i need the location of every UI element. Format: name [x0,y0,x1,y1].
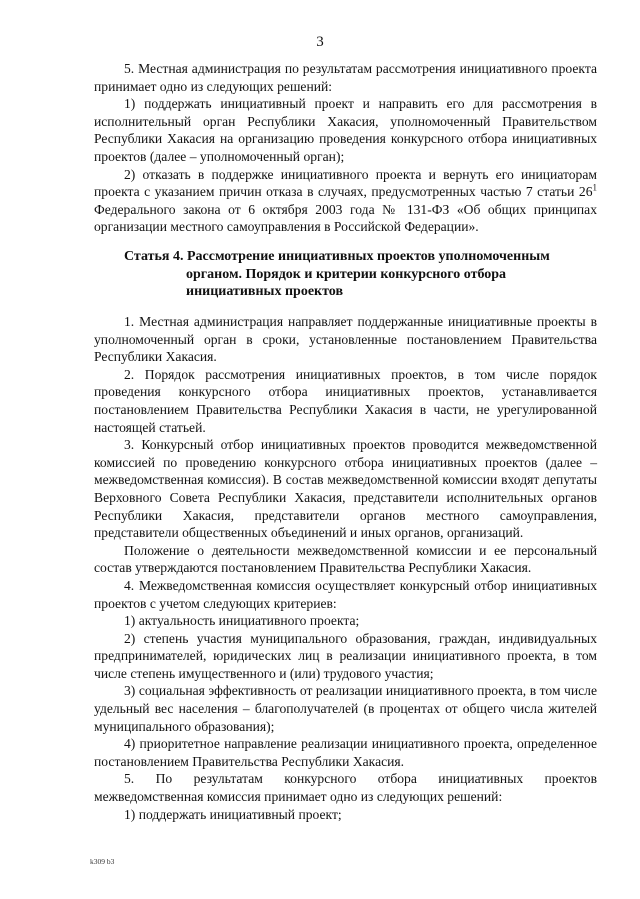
paragraph: 2. Порядок рассмотрения инициативных проектов, в том числе порядок проведения конкурсного отбора инициативных проектов, устанавливается постановлением Правительства Республики Хакасия в части, не урегулированной настоящей статьей. [94,366,597,435]
list-item: 1) поддержать инициативный проект; [124,806,342,822]
paragraph: Положение о деятельности межведомственной комиссии и ее персональный состав утверждаются постановлением Правительства Республики Хакасия. [94,542,597,576]
superscript-article-index: 1 [592,182,597,193]
article-heading [124,248,594,301]
list-item: 4) приоритетное направление реализации инициативного проекта, определенное постановлением Правительства Республики Хакасия. [94,736,597,769]
paragraph: 3. Конкурсный отбор инициативных проектов проводится межведомственной комиссией по проведению конкурсного отбора инициативных проектов (далее – межведомственная комиссия). В состав межведомственной комиссии входят депутаты Верховного Совета Республики Хакасия, представители исполнительных органов Республики Хакасия, представители органов местного самоуправления, представители общественных объединений и иных органов, организаций. [94,437,597,541]
paragraph-refusal [94,166,597,236]
list-item: 3) социальная эффективность от реализации инициативного проекта, в том числе удельный вес населения – благополучателей (в процентах от общего числа жителей муниципального образования); [94,683,597,734]
list-item: 1) актуальность инициативного проекта; [124,613,360,629]
section-local-administration-decisions [94,60,597,236]
paragraph: 5. По результатам конкурсного отбора инициативных проектов межведомственная комиссия принимает одно из следующих решений: [94,771,597,805]
article-heading-line1: Статья 4. Рассмотрение инициативных проектов уполномоченным [124,249,550,264]
article-heading-rest: органом. Порядок и критерии конкурсного отбора инициативных проектов [186,266,507,299]
refusal-text-end: Федерального закона от 6 октября 2003 года № 131-ФЗ «Об общих принципах организации местного самоуправления в Российской Федерации». [94,201,597,235]
article-body [94,313,597,823]
paragraph: 1. Местная администрация направляет поддержанные инициативные проекты в уполномоченный орган в сроки, установленные постановлением Правительства Республики Хакасия. [94,314,597,365]
footer-code: k309 b3 [90,857,115,866]
paragraph: 5. Местная администрация по результатам рассмотрения инициативного проекта принимает одно из следующих решений: [94,61,597,94]
refusal-text-start: 2) отказать в поддержке инициативного проекта и вернуть его инициаторам проекта с указанием причин отказа в случаях, предусмотренных частью 7 статьи 26 [94,166,597,200]
page-number: 3 [316,34,324,50]
paragraph: 1) поддержать инициативный проект и направить его для рассмотрения в исполнительный орган Республики Хакасия, уполномоченный Правительством Республики Хакасия на организацию проведения конкурсного отбора инициативных проектов (далее – уполномоченный орган); [94,96,597,164]
list-item: 2) степень участия муниципального образования, граждан, индивидуальных предпринимателей, юридических лиц в реализации инициативного проекта, в том числе степень имущественного и (или) трудового участия; [94,630,597,681]
paragraph: 4. Межведомственная комиссия осуществляет конкурсный отбор инициативных проектов с учетом следующих критериев: [94,577,597,611]
